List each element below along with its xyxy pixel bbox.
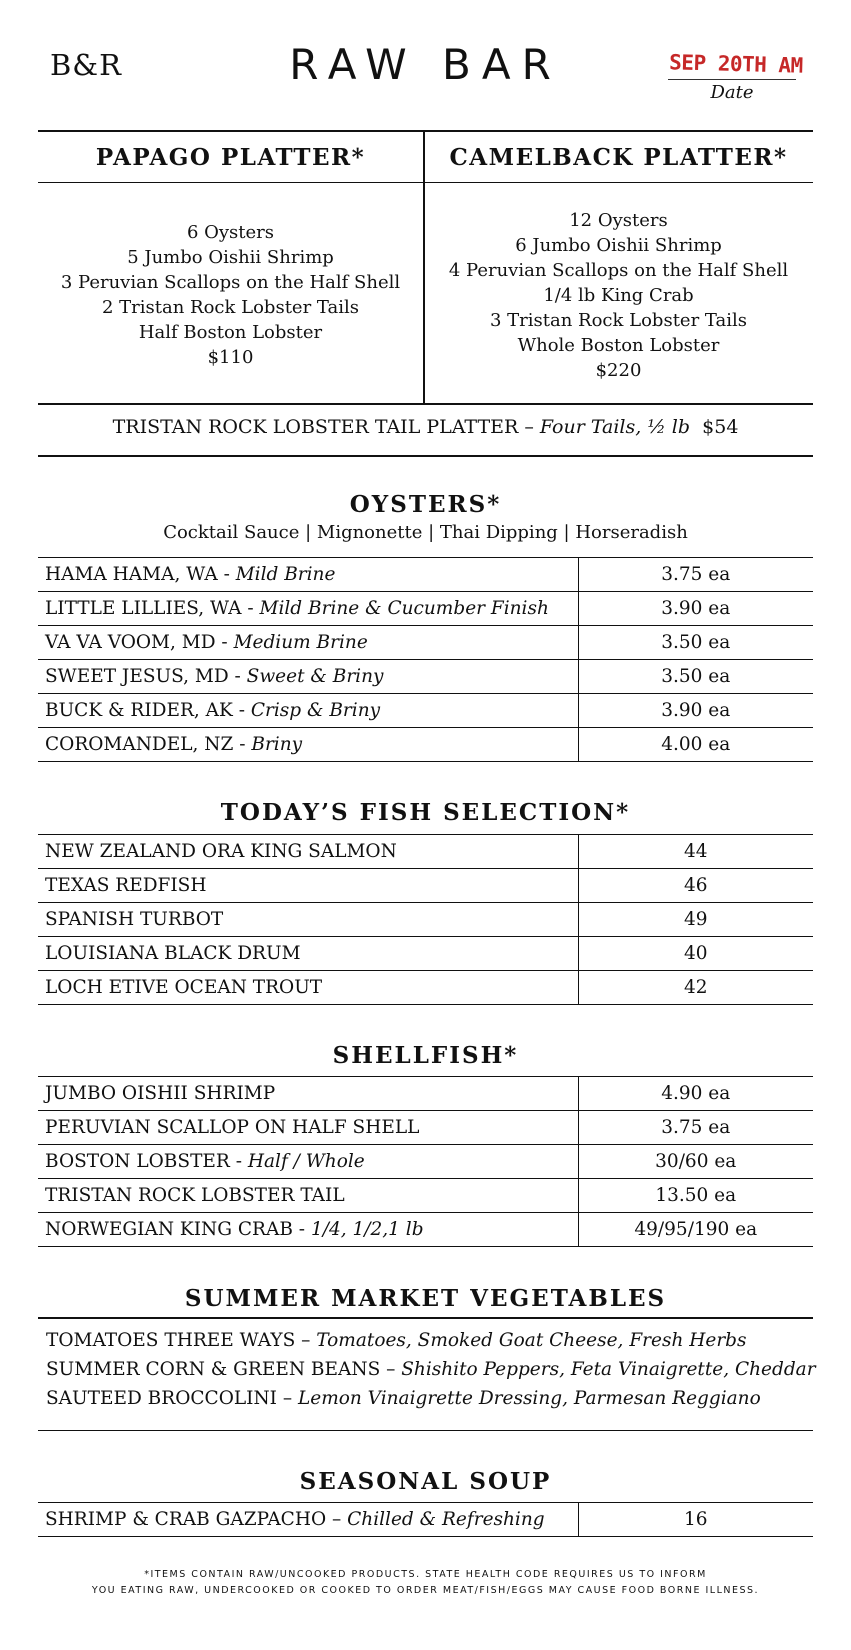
date-line [668,79,796,80]
item-price: 3.75 ea [578,1111,813,1145]
item-description: Medium Brine [233,632,368,653]
item-price: 3.50 ea [578,626,813,660]
item-description: Shishito Peppers, Feta Vinaigrette, Cheddar [401,1359,816,1380]
table-row [38,1213,813,1247]
item-name: SHRIMP & CRAB GAZPACHO – [45,1509,348,1530]
item-name: SAUTEED BROCCOLINI – [46,1388,298,1409]
item-price: 42 [578,971,813,1005]
divider [38,130,813,132]
item-name: SWEET JESUS, MD - [45,666,247,687]
item-name: TEXAS REDFISH [45,875,207,896]
item-price: 44 [578,835,813,869]
item-description: Sweet & Briny [246,666,384,687]
item-price: 40 [578,937,813,971]
item-description: Crisp & Briny [250,700,381,721]
table-row [38,835,813,869]
item-price: 30/60 ea [578,1145,813,1179]
table-row [38,1111,813,1145]
item-name-cell [38,937,578,971]
platter-item: Whole Boston Lobster [517,335,720,356]
item-name: BUCK & RIDER, AK - [45,700,251,721]
item-name-cell [38,558,578,592]
table-row [38,592,813,626]
item-name: TOMATOES THREE WAYS – [46,1330,317,1351]
platter-item: 1/4 lb King Crab [543,285,694,306]
vegetable-item [46,1384,816,1413]
platter-item: 3 Peruvian Scallops on the Half Shell [60,272,401,293]
item-name: SUMMER CORN & GREEN BEANS – [46,1359,402,1380]
oyster-table [38,557,813,762]
item-description: 1/4, 1/2,1 lb [310,1219,424,1240]
vegetable-list [46,1326,816,1413]
item-description: Lemon Vinaigrette Dressing, Parmesan Reggiano [297,1388,761,1409]
item-name-cell [38,1179,578,1213]
platter-price: $110 [207,347,254,368]
section-title-shellfish: SHELLFISH* [332,1042,519,1069]
platter-item: 12 Oysters [569,210,668,231]
table-row [38,1145,813,1179]
item-name: NORWEGIAN KING CRAB - [45,1219,311,1240]
shellfish-table [38,1076,813,1247]
item-name-cell [38,1145,578,1179]
section-title-soup: SEASONAL SOUP [299,1468,552,1495]
logo: B&R [50,48,122,82]
item-price: 49/95/190 ea [578,1213,813,1247]
item-name-cell [38,1213,578,1247]
divider [38,1430,813,1431]
item-name: SPANISH TURBOT [45,909,224,930]
section-title-fish: TODAY’S FISH SELECTION* [220,799,631,826]
item-name-cell [38,1077,578,1111]
health-footnote [0,1567,851,1599]
item-name: JUMBO OISHII SHRIMP [45,1083,276,1104]
table-row [38,1503,813,1537]
fish-table [38,834,813,1005]
platter-list-camelback [424,208,813,383]
item-price: 16 [578,1503,813,1537]
date-label: Date [710,82,754,103]
item-name: BOSTON LOBSTER - [45,1151,248,1172]
vegetable-item [46,1326,816,1355]
item-name-cell [38,869,578,903]
tail-platter-price: $54 [702,416,739,438]
table-row [38,626,813,660]
footnote-line-2: YOU EATING RAW, UNDERCOOKED OR COOKED TO ORDER MEAT/FISH/EGGS MAY CAUSE FOOD BORNE ILLNESS. [91,1585,760,1596]
tail-platter-desc: Four Tails, ½ lb [539,416,691,438]
table-row [38,1077,813,1111]
platter-item: 2 Tristan Rock Lobster Tails [101,297,359,318]
table-row [38,558,813,592]
item-name: HAMA HAMA, WA - [45,564,236,585]
item-name: NEW ZEALAND ORA KING SALMON [45,841,397,862]
soup-table [38,1502,813,1537]
table-row [38,869,813,903]
item-name: VA VA VOOM, MD - [45,632,234,653]
item-name-cell [38,1503,578,1537]
divider [38,455,813,457]
platter-item: 3 Tristan Rock Lobster Tails [489,310,747,331]
item-name: LOUISIANA BLACK DRUM [45,943,301,964]
footnote-line-1: *ITEMS CONTAIN RAW/UNCOOKED PRODUCTS. STATE HEALTH CODE REQUIRES US TO INFORM [144,1569,707,1580]
item-price: 4.90 ea [578,1077,813,1111]
item-name-cell [38,835,578,869]
platter-item: 6 Oysters [186,222,275,243]
table-row [38,1179,813,1213]
item-price: 3.90 ea [578,694,813,728]
item-price: 3.75 ea [578,558,813,592]
item-description: Mild Brine & Cucumber Finish [259,598,549,619]
tail-platter [38,416,813,438]
divider [38,1317,813,1319]
item-price: 46 [578,869,813,903]
item-description: Briny [251,734,303,755]
section-title-oysters: OYSTERS* [349,491,502,518]
table-row [38,728,813,762]
item-name-cell [38,903,578,937]
item-name: TRISTAN ROCK LOBSTER TAIL [45,1185,345,1206]
item-description: Tomatoes, Smoked Goat Cheese, Fresh Herbs [316,1330,747,1351]
item-price: 49 [578,903,813,937]
item-price: 4.00 ea [578,728,813,762]
item-description: Mild Brine [235,564,336,585]
platter-title-camelback: CAMELBACK PLATTER* [449,144,788,171]
date-stamp: SEP 20TH AM [668,50,804,78]
item-name-cell [38,626,578,660]
item-name: LOCH ETIVE OCEAN TROUT [45,977,323,998]
platter-list-papago [38,220,423,370]
section-title-vegetables: SUMMER MARKET VEGETABLES [184,1285,667,1312]
item-description: Half / Whole [247,1151,365,1172]
item-name-cell [38,1111,578,1145]
item-name: PERUVIAN SCALLOP ON HALF SHELL [45,1117,420,1138]
divider [38,182,813,183]
platter-item: 5 Jumbo Oishii Shrimp [127,247,334,268]
sauce-list: Cocktail Sauce | Mignonette | Thai Dipping | Horseradish [163,522,688,543]
item-name-cell [38,660,578,694]
item-name-cell [38,592,578,626]
item-price: 13.50 ea [578,1179,813,1213]
page-title: RAW BAR [289,40,562,89]
table-row [38,937,813,971]
vegetable-item [46,1355,816,1384]
item-description: Chilled & Refreshing [347,1509,545,1530]
platter-item: 4 Peruvian Scallops on the Half Shell [448,260,789,281]
item-name-cell [38,694,578,728]
divider [38,403,813,405]
item-name-cell [38,728,578,762]
item-name-cell [38,971,578,1005]
table-row [38,971,813,1005]
item-name: COROMANDEL, NZ - [45,734,252,755]
platter-title-papago: PAPAGO PLATTER* [95,144,366,171]
table-row [38,903,813,937]
item-name: LITTLE LILLIES, WA - [45,598,260,619]
platter-item: 6 Jumbo Oishii Shrimp [515,235,722,256]
table-row [38,660,813,694]
tail-platter-name: TRISTAN ROCK LOBSTER TAIL PLATTER – [112,416,534,438]
table-row [38,694,813,728]
item-price: 3.90 ea [578,592,813,626]
platter-price: $220 [595,360,642,381]
platter-item: Half Boston Lobster [138,322,323,343]
item-price: 3.50 ea [578,660,813,694]
